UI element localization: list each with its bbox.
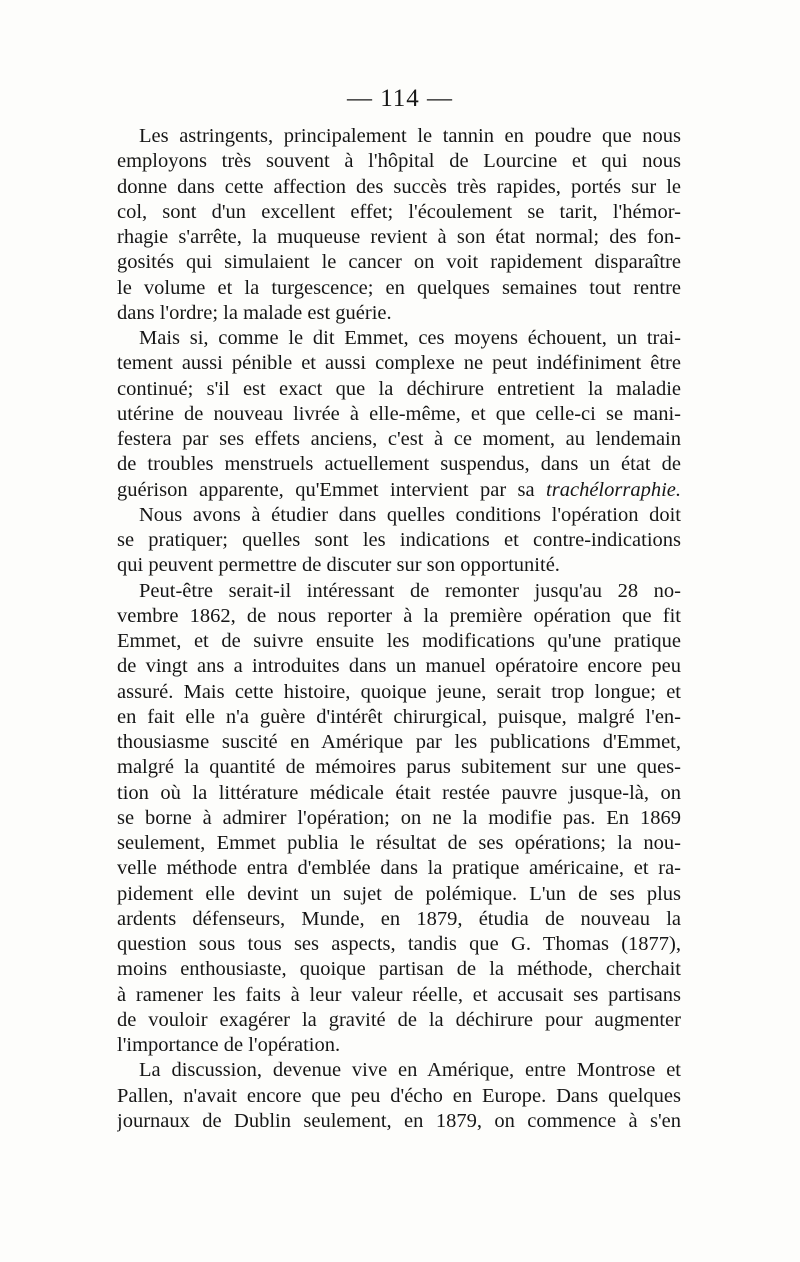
text-line: Les astringents, principalement le tannin en poudre que nous <box>139 125 681 147</box>
text-line: à ramener les faits à leur valeur réelle, et accusait ses partisans <box>117 983 681 1006</box>
text-line: assuré. Mais cette histoire, quoique jeune, serait trop longue; et <box>117 680 681 703</box>
text-line: de vingt ans a introduites dans un manuel opératoire encore peu <box>117 655 681 678</box>
italic-term: trachélorraphie. <box>546 478 681 501</box>
text-line: journaux de Dublin seulement, en 1879, on commence à s'en <box>117 1109 681 1132</box>
paragraph <box>117 579 681 1059</box>
text-line: seulement, Emmet publia le résultat de ses opérations; la nou- <box>117 832 681 854</box>
text-line: velle méthode entra d'emblée dans la pratique américaine, et ra- <box>117 857 681 880</box>
text-line: Emmet, et de suivre ensuite les modifications qu'une pratique <box>117 630 681 652</box>
text-line: col, sont d'un excellent effet; l'écoulement se tarit, l'hémor- <box>117 200 681 223</box>
text-line: gosités qui simulaient le cancer on voit rapidement disparaître <box>117 251 681 274</box>
paragraph <box>117 503 681 579</box>
text-line: employons très souvent à l'hôpital de Lourcine et qui nous <box>117 150 681 173</box>
text-line: Nous avons à étudier dans quelles conditions l'opération doit <box>139 503 681 526</box>
text-line: l'importance de l'opération. <box>117 1034 341 1056</box>
paragraph <box>117 1058 681 1134</box>
paragraph <box>117 326 681 503</box>
text-line: pidement elle devint un sujet de polémique. L'un de ses plus <box>117 882 681 905</box>
text-line: en fait elle n'a guère d'intérêt chirurgical, puisque, malgré l'en- <box>117 705 681 728</box>
text-line: guérison apparente, qu'Emmet intervient par sa trachélorraphie. <box>117 478 681 501</box>
text-line: Mais si, comme le dit Emmet, ces moyens échouent, un trai- <box>139 327 681 349</box>
text-line: rhagie s'arrête, la muqueuse revient à son état normal; des fon- <box>117 226 681 248</box>
text-line: dans l'ordre; la malade est guérie. <box>117 301 392 324</box>
text-line: vembre 1862, de nous reporter à la première opération que fit <box>117 604 681 627</box>
text-line: La discussion, devenue vive en Amérique, entre Montrose et <box>139 1059 681 1082</box>
text-line: festera par ses effets anciens, c'est à ce moment, au lendemain <box>117 428 681 450</box>
text-line: malgré la quantité de mémoires parus subitement sur une ques- <box>117 756 681 779</box>
text-line: continué; s'il est exact que la déchirure entretient la maladie <box>117 377 681 400</box>
body-text <box>117 124 681 1134</box>
text-line: utérine de nouveau livrée à elle-même, et que celle-ci se mani- <box>117 402 681 425</box>
text-line: le volume et la turgescence; en quelques semaines tout rentre <box>117 276 681 299</box>
page-number: — 114 — <box>346 85 454 112</box>
text-line: question sous tous ses aspects, tandis que G. Thomas (1877), <box>117 933 681 955</box>
text-line: ardents défenseurs, Munde, en 1879, étudia de nouveau la <box>117 907 681 930</box>
text-line: tion où la littérature médicale était restée pauvre jusque-là, on <box>117 781 681 804</box>
text-line: de vouloir exagérer la gravité de la déchirure pour augmenter <box>117 1008 681 1031</box>
text-line: de troubles menstruels actuellement suspendus, dans un état de <box>117 453 681 476</box>
text-line: se borne à admirer l'opération; on ne la modifie pas. En 1869 <box>117 806 681 829</box>
text-line: se pratiquer; quelles sont les indications et contre-indications <box>117 529 681 551</box>
text-line: Pallen, n'avait encore que peu d'écho en Europe. Dans quelques <box>117 1084 681 1107</box>
text-line: thousiasme suscité en Amérique par les publications d'Emmet, <box>117 731 681 753</box>
text-line: tement aussi pénible et aussi complexe ne peut indéfiniment être <box>117 352 681 375</box>
text-line: donne dans cette affection des succès très rapides, portés sur le <box>117 175 681 198</box>
paragraph <box>117 124 681 326</box>
text-line: qui peuvent permettre de discuter sur son opportunité. <box>117 554 560 577</box>
text-line: moins enthousiaste, quoique partisan de la méthode, cherchait <box>117 958 681 981</box>
text-line: Peut-être serait-il intéressant de remonter jusqu'au 28 no- <box>139 579 681 602</box>
